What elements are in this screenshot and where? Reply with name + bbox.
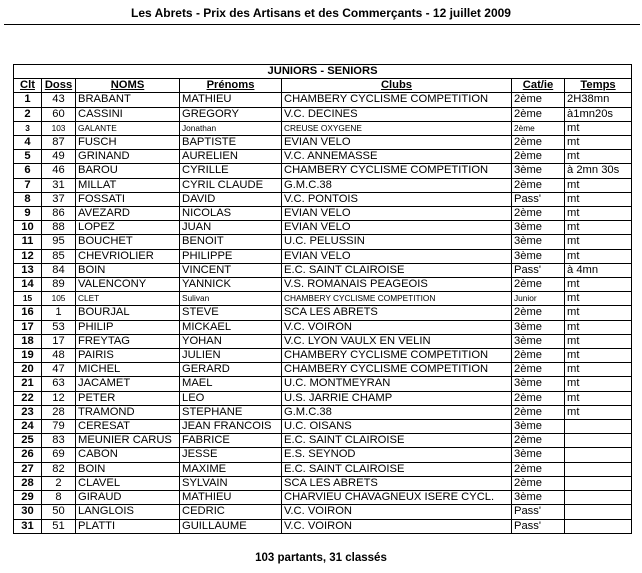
table-row: [14, 221, 632, 235]
rank-cell: 21: [14, 377, 42, 391]
category-cell: 3ème: [512, 249, 565, 263]
last-name-cell: CHEVRIOLIER: [76, 249, 180, 263]
bib-cell: 63: [42, 377, 76, 391]
rank-cell: 28: [14, 476, 42, 490]
first-name-cell: YANNICK: [180, 278, 282, 292]
first-name-cell: MATHIEU: [180, 93, 282, 107]
first-name-cell: YOHAN: [180, 334, 282, 348]
table-row: [14, 491, 632, 505]
club-cell: V.C. VOIRON: [282, 519, 512, 533]
club-cell: EVIAN VELO: [282, 249, 512, 263]
column-header-prenoms: Prénoms: [180, 79, 282, 93]
time-cell: mt: [565, 192, 632, 206]
first-name-cell: MAXIME: [180, 462, 282, 476]
club-cell: EVIAN VELO: [282, 207, 512, 221]
last-name-cell: CERESAT: [76, 420, 180, 434]
table-row: [14, 93, 632, 107]
club-cell: SCA LES ABRETS: [282, 306, 512, 320]
time-cell: mt: [565, 235, 632, 249]
rank-cell: 12: [14, 249, 42, 263]
table-row: [14, 519, 632, 533]
rank-cell: 3: [14, 121, 42, 135]
first-name-cell: MATHIEU: [180, 491, 282, 505]
table-row: [14, 505, 632, 519]
first-name-cell: JUAN: [180, 221, 282, 235]
category-cell: 3ème: [512, 164, 565, 178]
bib-cell: 82: [42, 462, 76, 476]
time-cell: à 4mn: [565, 263, 632, 277]
category-cell: 3ème: [512, 334, 565, 348]
club-cell: CHAMBERY CYCLISME COMPETITION: [282, 93, 512, 107]
category-cell: 3ème: [512, 221, 565, 235]
last-name-cell: FOSSATI: [76, 192, 180, 206]
first-name-cell: Jonathan: [180, 121, 282, 135]
club-cell: V.C. ANNEMASSE: [282, 150, 512, 164]
bib-cell: 8: [42, 491, 76, 505]
category-cell: 2ème: [512, 462, 565, 476]
table-row: [14, 448, 632, 462]
club-cell: V.C. PONTOIS: [282, 192, 512, 206]
last-name-cell: BOIN: [76, 462, 180, 476]
rank-cell: 17: [14, 320, 42, 334]
table-row: [14, 235, 632, 249]
time-cell: mt: [565, 320, 632, 334]
table-row: [14, 377, 632, 391]
rank-cell: 13: [14, 263, 42, 277]
last-name-cell: CLET: [76, 292, 180, 306]
table-row: [14, 121, 632, 135]
bib-cell: 49: [42, 150, 76, 164]
club-cell: CREUSE OXYGENE: [282, 121, 512, 135]
first-name-cell: GERARD: [180, 363, 282, 377]
time-cell: mt: [565, 121, 632, 135]
column-header-clubs: Clubs: [282, 79, 512, 93]
last-name-cell: CABON: [76, 448, 180, 462]
club-cell: SCA LES ABRETS: [282, 476, 512, 490]
category-cell: 2ème: [512, 278, 565, 292]
last-name-cell: JACAMET: [76, 377, 180, 391]
club-cell: CHAMBERY CYCLISME COMPETITION: [282, 164, 512, 178]
last-name-cell: MICHEL: [76, 363, 180, 377]
bib-cell: 85: [42, 249, 76, 263]
bib-cell: 87: [42, 136, 76, 150]
bib-cell: 83: [42, 434, 76, 448]
rank-cell: 4: [14, 136, 42, 150]
bib-cell: 46: [42, 164, 76, 178]
club-cell: V.C. LYON VAULX EN VELIN: [282, 334, 512, 348]
table-row: [14, 292, 632, 306]
first-name-cell: GREGORY: [180, 107, 282, 121]
bib-cell: 89: [42, 278, 76, 292]
category-cell: 2ème: [512, 93, 565, 107]
first-name-cell: JEAN FRANCOIS: [180, 420, 282, 434]
rank-cell: 29: [14, 491, 42, 505]
last-name-cell: BRABANT: [76, 93, 180, 107]
last-name-cell: LANGLOIS: [76, 505, 180, 519]
first-name-cell: NICOLAS: [180, 207, 282, 221]
rank-cell: 7: [14, 178, 42, 192]
category-cell: 2ème: [512, 207, 565, 221]
first-name-cell: GUILLAUME: [180, 519, 282, 533]
table-row: [14, 207, 632, 221]
club-cell: V.S. ROMANAIS PEAGEOIS: [282, 278, 512, 292]
club-cell: G.M.C.38: [282, 405, 512, 419]
time-cell: mt: [565, 249, 632, 263]
table-row: [14, 164, 632, 178]
time-cell: mt: [565, 292, 632, 306]
bib-cell: 60: [42, 107, 76, 121]
club-cell: CHARVIEU CHAVAGNEUX ISERE CYCL.: [282, 491, 512, 505]
category-cell: 3ème: [512, 491, 565, 505]
rank-cell: 6: [14, 164, 42, 178]
title-rule: [4, 24, 640, 25]
category-cell: 2ème: [512, 476, 565, 490]
time-cell: mt: [565, 377, 632, 391]
category-cell: 2ème: [512, 363, 565, 377]
first-name-cell: FABRICE: [180, 434, 282, 448]
table-row: [14, 391, 632, 405]
last-name-cell: CLAVEL: [76, 476, 180, 490]
category-cell: 2ème: [512, 306, 565, 320]
table-row: [14, 150, 632, 164]
time-cell: mt: [565, 150, 632, 164]
first-name-cell: STEPHANE: [180, 405, 282, 419]
bib-cell: 103: [42, 121, 76, 135]
time-cell: à1mn20s: [565, 107, 632, 121]
category-cell: 2ème: [512, 391, 565, 405]
table-row: [14, 363, 632, 377]
last-name-cell: GIRAUD: [76, 491, 180, 505]
last-name-cell: PETER: [76, 391, 180, 405]
first-name-cell: PHILIPPE: [180, 249, 282, 263]
club-cell: E.C. SAINT CLAIROISE: [282, 434, 512, 448]
results-body: [14, 93, 632, 533]
last-name-cell: PHILIP: [76, 320, 180, 334]
time-cell: mt: [565, 306, 632, 320]
last-name-cell: CASSINI: [76, 107, 180, 121]
category-cell: 3ème: [512, 448, 565, 462]
category-cell: 2ème: [512, 136, 565, 150]
time-cell: [565, 491, 632, 505]
bib-cell: 84: [42, 263, 76, 277]
rank-cell: 20: [14, 363, 42, 377]
bib-cell: 47: [42, 363, 76, 377]
last-name-cell: PAIRIS: [76, 349, 180, 363]
table-row: [14, 136, 632, 150]
bib-cell: 12: [42, 391, 76, 405]
table-row: [14, 476, 632, 490]
category-header-row: [14, 65, 632, 79]
club-cell: G.M.C.38: [282, 178, 512, 192]
category-cell: Pass': [512, 192, 565, 206]
rank-cell: 23: [14, 405, 42, 419]
rank-cell: 30: [14, 505, 42, 519]
last-name-cell: BOIN: [76, 263, 180, 277]
club-cell: EVIAN VELO: [282, 136, 512, 150]
category-cell: 3ème: [512, 377, 565, 391]
first-name-cell: JULIEN: [180, 349, 282, 363]
rank-cell: 31: [14, 519, 42, 533]
time-cell: [565, 505, 632, 519]
bib-cell: 28: [42, 405, 76, 419]
bib-cell: 86: [42, 207, 76, 221]
category-cell: Junior: [512, 292, 565, 306]
last-name-cell: GRINAND: [76, 150, 180, 164]
time-cell: mt: [565, 363, 632, 377]
rank-cell: 9: [14, 207, 42, 221]
first-name-cell: LEO: [180, 391, 282, 405]
time-cell: à 2mn 30s: [565, 164, 632, 178]
rank-cell: 22: [14, 391, 42, 405]
column-header-catie: Cat/ie: [512, 79, 565, 93]
first-name-cell: MICKAEL: [180, 320, 282, 334]
time-cell: [565, 476, 632, 490]
club-cell: E.C. SAINT CLAIROISE: [282, 462, 512, 476]
time-cell: [565, 519, 632, 533]
rank-cell: 1: [14, 93, 42, 107]
club-cell: EVIAN VELO: [282, 221, 512, 235]
table-row: [14, 107, 632, 121]
last-name-cell: VALENCONY: [76, 278, 180, 292]
category-cell: Pass': [512, 263, 565, 277]
bib-cell: 50: [42, 505, 76, 519]
last-name-cell: PLATTI: [76, 519, 180, 533]
first-name-cell: BAPTISTE: [180, 136, 282, 150]
club-cell: U.C. OISANS: [282, 420, 512, 434]
first-name-cell: AURELIEN: [180, 150, 282, 164]
time-cell: [565, 434, 632, 448]
club-cell: U.C. MONTMEYRAN: [282, 377, 512, 391]
table-row: [14, 405, 632, 419]
last-name-cell: MEUNIER CARUS: [76, 434, 180, 448]
time-cell: [565, 420, 632, 434]
rank-cell: 26: [14, 448, 42, 462]
first-name-cell: CYRILLE: [180, 164, 282, 178]
first-name-cell: JESSE: [180, 448, 282, 462]
rank-cell: 2: [14, 107, 42, 121]
rank-cell: 8: [14, 192, 42, 206]
bib-cell: 31: [42, 178, 76, 192]
bib-cell: 1: [42, 306, 76, 320]
bib-cell: 79: [42, 420, 76, 434]
table-row: [14, 334, 632, 348]
category-cell: 2ème: [512, 178, 565, 192]
last-name-cell: MILLAT: [76, 178, 180, 192]
club-cell: V.C. VOIRON: [282, 320, 512, 334]
table-row: [14, 249, 632, 263]
first-name-cell: MAEL: [180, 377, 282, 391]
rank-cell: 14: [14, 278, 42, 292]
results-table: [13, 64, 632, 534]
rank-cell: 18: [14, 334, 42, 348]
bib-cell: 105: [42, 292, 76, 306]
table-row: [14, 263, 632, 277]
category-cell: 3ème: [512, 320, 565, 334]
table-row: [14, 462, 632, 476]
last-name-cell: TRAMOND: [76, 405, 180, 419]
first-name-cell: CYRIL CLAUDE: [180, 178, 282, 192]
column-header-row: [14, 79, 632, 93]
last-name-cell: LOPEZ: [76, 221, 180, 235]
category-cell: 3ème: [512, 420, 565, 434]
bib-cell: 2: [42, 476, 76, 490]
bib-cell: 69: [42, 448, 76, 462]
club-cell: U.C. PELUSSIN: [282, 235, 512, 249]
last-name-cell: BOUCHET: [76, 235, 180, 249]
time-cell: mt: [565, 136, 632, 150]
time-cell: 2H38mn: [565, 93, 632, 107]
time-cell: mt: [565, 278, 632, 292]
category-cell: Pass': [512, 505, 565, 519]
rank-cell: 24: [14, 420, 42, 434]
rank-cell: 15: [14, 292, 42, 306]
bib-cell: 43: [42, 93, 76, 107]
time-cell: mt: [565, 207, 632, 221]
rank-cell: 25: [14, 434, 42, 448]
bib-cell: 51: [42, 519, 76, 533]
club-cell: E.C. SAINT CLAIROISE: [282, 263, 512, 277]
first-name-cell: DAVID: [180, 192, 282, 206]
column-header-clt: Clt: [14, 79, 42, 93]
club-cell: V.C. VOIRON: [282, 505, 512, 519]
column-header-doss: Doss: [42, 79, 76, 93]
category-cell: Pass': [512, 519, 565, 533]
table-row: [14, 278, 632, 292]
time-cell: mt: [565, 178, 632, 192]
table-row: [14, 420, 632, 434]
table-row: [14, 306, 632, 320]
club-cell: U.S. JARRIE CHAMP: [282, 391, 512, 405]
table-row: [14, 320, 632, 334]
first-name-cell: CEDRIC: [180, 505, 282, 519]
rank-cell: 11: [14, 235, 42, 249]
column-header-noms: NOMS: [76, 79, 180, 93]
first-name-cell: Sulivan: [180, 292, 282, 306]
category-cell: 2ème: [512, 434, 565, 448]
last-name-cell: BAROU: [76, 164, 180, 178]
category-cell: 2ème: [512, 405, 565, 419]
time-cell: [565, 448, 632, 462]
time-cell: mt: [565, 221, 632, 235]
time-cell: mt: [565, 334, 632, 348]
category-cell: 2ème: [512, 107, 565, 121]
column-header-temps: Temps: [565, 79, 632, 93]
last-name-cell: GALANTE: [76, 121, 180, 135]
table-row: [14, 178, 632, 192]
bib-cell: 17: [42, 334, 76, 348]
club-cell: CHAMBERY CYCLISME COMPETITION: [282, 292, 512, 306]
last-name-cell: FREYTAG: [76, 334, 180, 348]
table-row: [14, 192, 632, 206]
category-cell: 2ème: [512, 349, 565, 363]
first-name-cell: BENOIT: [180, 235, 282, 249]
bib-cell: 95: [42, 235, 76, 249]
first-name-cell: STEVE: [180, 306, 282, 320]
category-cell: 2ème: [512, 150, 565, 164]
rank-cell: 10: [14, 221, 42, 235]
club-cell: V.C. DECINES: [282, 107, 512, 121]
time-cell: mt: [565, 349, 632, 363]
club-cell: E.S. SEYNOD: [282, 448, 512, 462]
time-cell: [565, 462, 632, 476]
category-header: JUNIORS - SENIORS: [14, 65, 632, 79]
rank-cell: 27: [14, 462, 42, 476]
last-name-cell: FUSCH: [76, 136, 180, 150]
category-cell: 3ème: [512, 235, 565, 249]
document-title: Les Abrets - Prix des Artisans et des Commerçants - 12 juillet 2009: [131, 6, 511, 20]
first-name-cell: SYLVAIN: [180, 476, 282, 490]
rank-cell: 19: [14, 349, 42, 363]
time-cell: mt: [565, 405, 632, 419]
category-cell: 2ème: [512, 121, 565, 135]
last-name-cell: BOURJAL: [76, 306, 180, 320]
table-row: [14, 349, 632, 363]
bib-cell: 53: [42, 320, 76, 334]
table-row: [14, 434, 632, 448]
rank-cell: 16: [14, 306, 42, 320]
bib-cell: 88: [42, 221, 76, 235]
first-name-cell: VINCENT: [180, 263, 282, 277]
bib-cell: 48: [42, 349, 76, 363]
time-cell: mt: [565, 391, 632, 405]
last-name-cell: AVEZARD: [76, 207, 180, 221]
bib-cell: 37: [42, 192, 76, 206]
club-cell: CHAMBERY CYCLISME COMPETITION: [282, 349, 512, 363]
footer-summary: 103 partants, 31 classés: [255, 552, 387, 564]
club-cell: CHAMBERY CYCLISME COMPETITION: [282, 363, 512, 377]
rank-cell: 5: [14, 150, 42, 164]
